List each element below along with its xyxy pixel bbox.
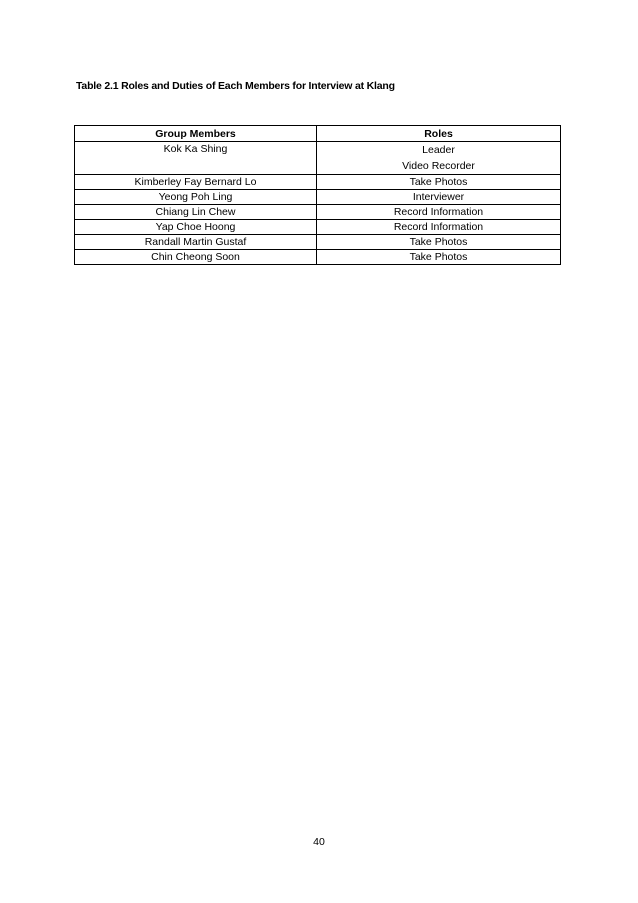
member-role: Record Information: [317, 220, 561, 235]
member-name: Yeong Poh Ling: [75, 190, 317, 205]
table-row: [75, 175, 561, 190]
member-role: Take Photos: [317, 235, 561, 250]
table-row: [75, 220, 561, 235]
member-role: Take Photos: [317, 175, 561, 190]
member-name: Kimberley Fay Bernard Lo: [75, 175, 317, 190]
table-caption: Table 2.1 Roles and Duties of Each Members for Interview at Klang: [76, 80, 395, 92]
member-role: Take Photos: [317, 250, 561, 265]
table-row: [75, 190, 561, 205]
member-name: Kok Ka Shing: [75, 142, 317, 175]
member-roles: [317, 142, 561, 175]
table-row: [75, 235, 561, 250]
member-role: Record Information: [317, 205, 561, 220]
roles-table: [74, 125, 561, 265]
table-row: [75, 205, 561, 220]
role-text: Video Recorder: [402, 160, 475, 172]
table-row: [75, 142, 561, 175]
role-text: Leader: [422, 144, 455, 156]
member-name: Yap Choe Hoong: [75, 220, 317, 235]
table-row: [75, 250, 561, 265]
page-number: 40: [313, 836, 325, 848]
table-header-row: [75, 126, 561, 142]
column-header-group-members: Group Members: [75, 126, 317, 142]
member-name: Chiang Lin Chew: [75, 205, 317, 220]
member-name: Randall Martin Gustaf: [75, 235, 317, 250]
member-name: Chin Cheong Soon: [75, 250, 317, 265]
member-role: Interviewer: [317, 190, 561, 205]
column-header-roles: Roles: [317, 126, 561, 142]
